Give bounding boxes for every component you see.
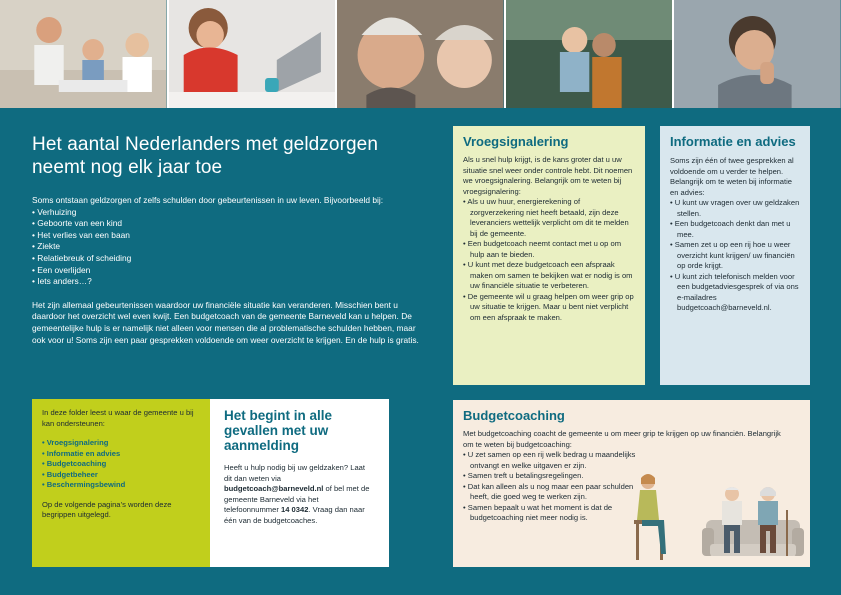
intro-paragraph-2: Het zijn allemaal gebeurtenissen waardoor uw financiële situatie kan veranderen. Misschien bent u daardoor het overzicht wel even kwijt. Een budgetcoach van de gemeente Barneveld kan u helpen. De gemeentelijke hulp is er namelijk niet alleen voor mensen die al problematische schulden hebben, maar ook voor u! Soms zijn een paar gesprekken voldoende om weer overzicht te krijgen. En de hulp is gratis. — [32, 299, 419, 345]
list-item: • Budgetbeheer — [42, 470, 200, 481]
list-item: • Samen bepaalt u wat het moment is dat de budgetcoaching niet meer nodig is. — [463, 503, 653, 524]
vroegsignalering-text: Als u snel hulp krijgt, is de kans groter dat u uw situatie snel weer onder controle hebt. Dit noemen we vroegsignalering. Belangrijk om te weten bij vroegsignalering: — [463, 155, 633, 196]
vroegsignalering-list — [463, 197, 635, 323]
elderly-couple-photo — [337, 0, 506, 108]
budgetcoaching-title: Budgetcoaching — [463, 408, 565, 423]
life-events-list — [32, 207, 422, 288]
informatie-advies-box — [660, 126, 810, 385]
list-item: • Samen treft u betalingsregelingen. — [463, 471, 653, 482]
list-item: • Samen zet u op een rij hoe u weer overzicht kunt krijgen/ uw financiën op orde krijgt. — [670, 240, 800, 272]
list-item: • Ziekte — [32, 241, 422, 253]
informatie-advies-text: Soms zijn één of twee gesprekken al voldoende om u verder te helpen. Belangrijk om te weten bij informatie en advies: — [670, 156, 794, 197]
email-link[interactable]: budgetcoach@barneveld.nl — [224, 484, 324, 493]
list-item: • U zet samen op een rij welk bedrag u maandelijks ontvangt en welke uitgaven er zijn. — [463, 450, 653, 471]
coaching-illustration — [620, 470, 808, 566]
aanmelding-title: Het begint in alle gevallen met uw aanmelding — [224, 408, 333, 453]
list-item: • Verhuizing — [32, 207, 422, 219]
page-title: Het aantal Nederlanders met geldzorgen neemt nog elk jaar toe — [32, 134, 379, 178]
aanmelding-text-3: . Vraag dan naar één van de budgetcoaches. — [224, 505, 365, 525]
folder-outro-text: Op de volgende pagina’s worden deze begrippen uitgelegd. — [42, 499, 172, 519]
worried-man-photo — [674, 0, 841, 108]
list-item: • U kunt uw vragen over uw geldzaken stellen. — [670, 198, 800, 219]
family-photo — [0, 0, 169, 108]
list-item: • Als u uw huur, energierekening of zorgverzekering niet heeft betaald, zijn deze leveranciers wettelijk verplicht om dit te melden bij de gemeente. — [463, 197, 635, 239]
aanmelding-box — [210, 399, 389, 567]
vroegsignalering-box — [453, 126, 645, 385]
folder-topics-list — [42, 438, 200, 491]
aanmelding-text-2: of bel met de gemeente Barneveld via het telefoonnummer — [224, 484, 370, 514]
parent-child-photo — [506, 0, 675, 108]
list-item: • Beschermingsbewind — [42, 480, 200, 491]
photo-strip — [0, 0, 841, 108]
informatie-advies-list — [670, 198, 800, 314]
list-item: • Een budgetcoach neemt contact met u op om hulp aan te bieden. — [463, 239, 635, 260]
intro-section — [32, 133, 422, 346]
list-item: • Een overlijden — [32, 265, 422, 277]
list-item: • Vroegsignalering — [42, 438, 200, 449]
list-item: • Iets anders…? — [32, 276, 422, 288]
stressed-woman-photo — [169, 0, 338, 108]
folder-overview-box — [32, 399, 210, 567]
budgetcoaching-text: Met budgetcoaching coacht de gemeente u om meer grip te krijgen op uw financiën. Belangrijk om te weten bij budgetcoaching: — [463, 429, 781, 449]
list-item: • Relatiebreuk of scheiding — [32, 253, 422, 265]
vroegsignalering-title: Vroegsignalering — [463, 134, 569, 149]
intro-paragraph: Soms ontstaan geldzorgen of zelfs schulden door gebeurtenissen in uw leven. Bijvoorbeeld bij: — [32, 195, 384, 205]
list-item: • Dat kan alleen als u nog maar een paar schulden heeft, die goed weg te werken zijn. — [463, 482, 653, 503]
folder-intro-text: In deze folder leest u waar de gemeente u bij kan ondersteunen: — [42, 408, 194, 428]
list-item: • De gemeente wil u graag helpen om weer grip op uw situatie te krijgen. Maar u bent niet verplicht om een afspraak te maken. — [463, 292, 635, 324]
list-item: • Het verlies van een baan — [32, 230, 422, 242]
list-item: • U kunt met deze budgetcoach een afspraak maken om samen te bekijken wat er nodig is om uw financiële situatie te verbeteren. — [463, 260, 635, 292]
list-item: • Een budgetcoach denkt dan met u mee. — [670, 219, 800, 240]
list-item: • U kunt zich telefonisch melden voor een budgetadviesgesprek of via ons e-mailadres budgetcoach@barneveld.nl. — [670, 272, 800, 314]
aanmelding-text-1: Heeft u hulp nodig bij uw geldzaken? Laat dit dan weten via — [224, 463, 366, 483]
list-item: • Geboorte van een kind — [32, 218, 422, 230]
list-item: • Budgetcoaching — [42, 459, 200, 470]
aanmelding-text — [224, 463, 375, 526]
phone-number[interactable]: 14 0342 — [281, 505, 309, 514]
list-item: • Informatie en advies — [42, 449, 200, 460]
informatie-advies-title: Informatie en advies — [670, 134, 796, 149]
